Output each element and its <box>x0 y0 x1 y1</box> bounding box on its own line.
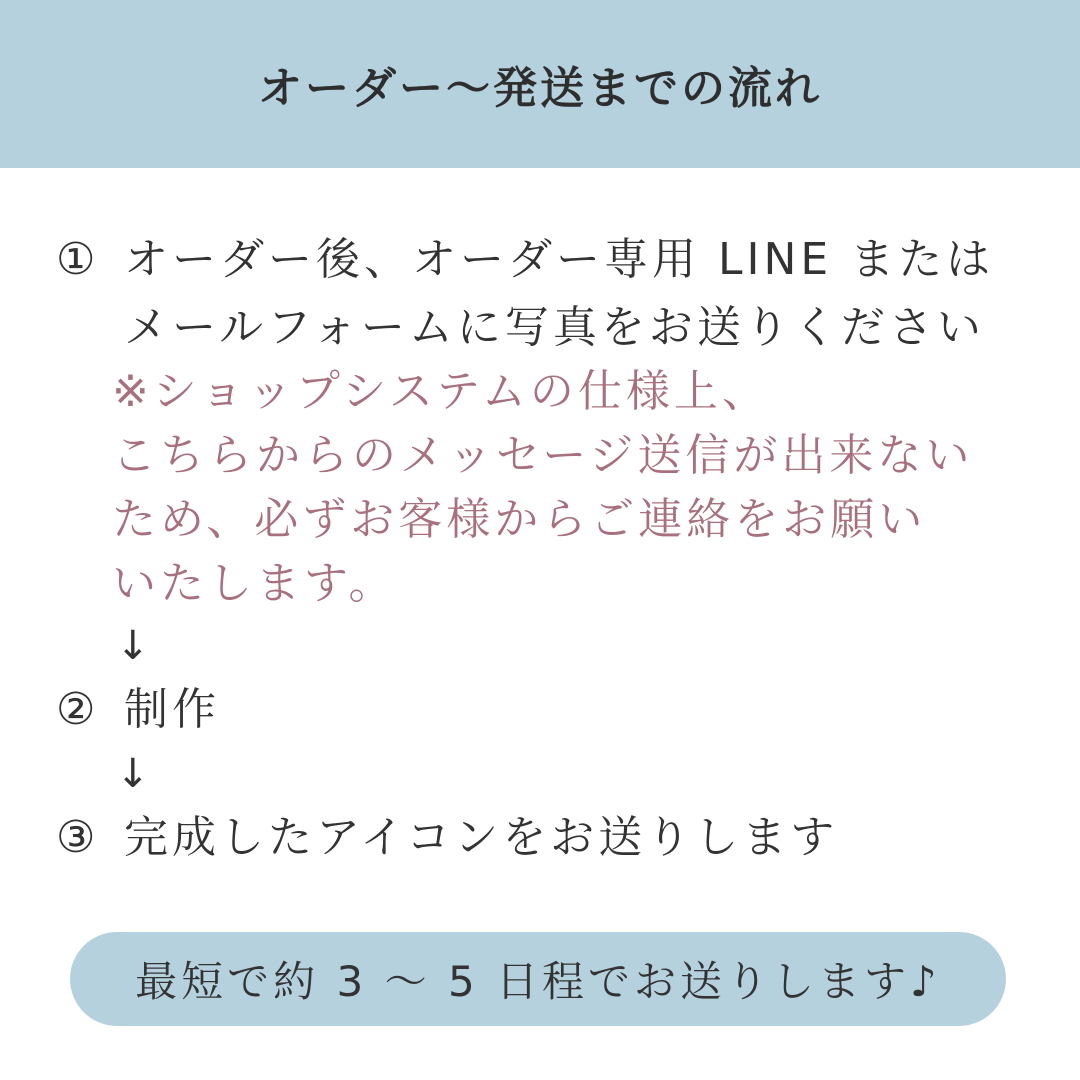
step-1-number: ① <box>56 234 100 285</box>
down-arrow-icon: ↓ <box>116 623 150 669</box>
delivery-time-text: 最短で約 3 ～ 5 日程でお送りします♪ <box>135 957 941 1006</box>
step-1-note-line-3: ため、必ずお客様からご連絡をお願い <box>112 494 927 545</box>
step-1-text: オーダー後、オーダー専用 LINE または <box>124 234 995 285</box>
step-1-line-2: メールフォームに写真をお送りください <box>124 302 985 353</box>
step-2-number: ② <box>56 684 100 735</box>
header-banner <box>0 0 1080 168</box>
step-3 <box>56 808 838 868</box>
step-1-note-line-2: こちらからのメッセージ送信が出来ない <box>112 430 974 481</box>
step-3-number: ③ <box>56 812 100 863</box>
step-3-text: 完成したアイコンをお送りします <box>124 812 839 863</box>
step-1-line-1 <box>56 230 994 290</box>
step-1-note-line-4: いたします。 <box>112 558 397 609</box>
step-2-text: 制作 <box>124 684 220 735</box>
delivery-time-badge <box>70 932 1006 1026</box>
page-title: オーダー～発送までの流れ <box>258 63 822 114</box>
step-2 <box>56 680 220 740</box>
down-arrow-icon: ↓ <box>116 751 150 797</box>
step-1-note-line-1: ※ショップシステムの仕様上、 <box>112 366 770 417</box>
